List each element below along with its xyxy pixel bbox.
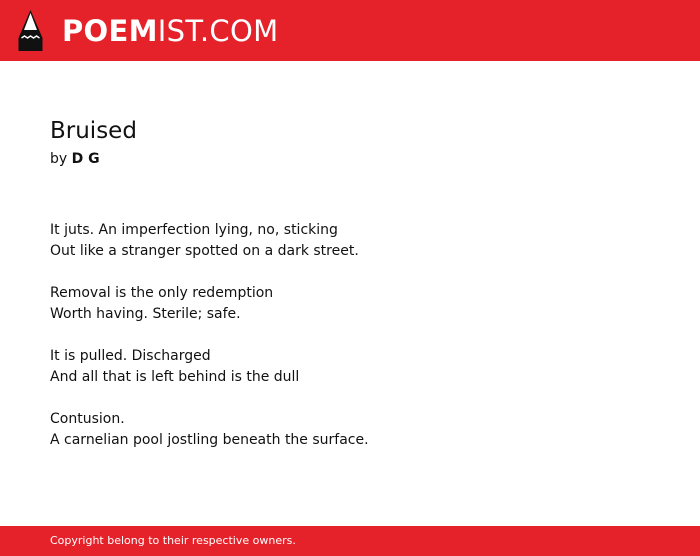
poem-stanza xyxy=(50,346,650,388)
poem-stanza xyxy=(50,409,650,451)
site-header xyxy=(0,0,700,61)
brand-bold: POEM xyxy=(62,14,158,48)
by-label: by xyxy=(50,151,68,167)
poem-byline xyxy=(50,148,650,170)
poem-line: Out like a stranger spotted on a dark street. xyxy=(50,243,359,259)
copyright-text: Copyright belong to their respective owners. xyxy=(50,534,296,547)
poem-title: Bruised xyxy=(50,118,137,144)
poem-stanza xyxy=(50,283,650,325)
poem-body xyxy=(50,220,650,451)
brand-light: IST.COM xyxy=(157,14,279,48)
poem-line: It juts. An imperfection lying, no, sticking xyxy=(50,222,338,238)
poem-container xyxy=(50,116,650,472)
poem-line: A carnelian pool jostling beneath the surface. xyxy=(50,432,369,448)
poem-line: Contusion. xyxy=(50,411,125,427)
poem-author[interactable]: D G xyxy=(71,151,100,167)
pencil-tip-icon[interactable] xyxy=(18,10,43,51)
site-logo-text[interactable] xyxy=(62,12,278,50)
site-footer xyxy=(0,526,700,556)
poem-line: Worth having. Sterile; safe. xyxy=(50,306,241,322)
poem-line: Removal is the only redemption xyxy=(50,285,274,301)
poem-stanza xyxy=(50,220,650,262)
poem-line: It is pulled. Discharged xyxy=(50,348,211,364)
poem-line: And all that is left behind is the dull xyxy=(50,369,300,385)
